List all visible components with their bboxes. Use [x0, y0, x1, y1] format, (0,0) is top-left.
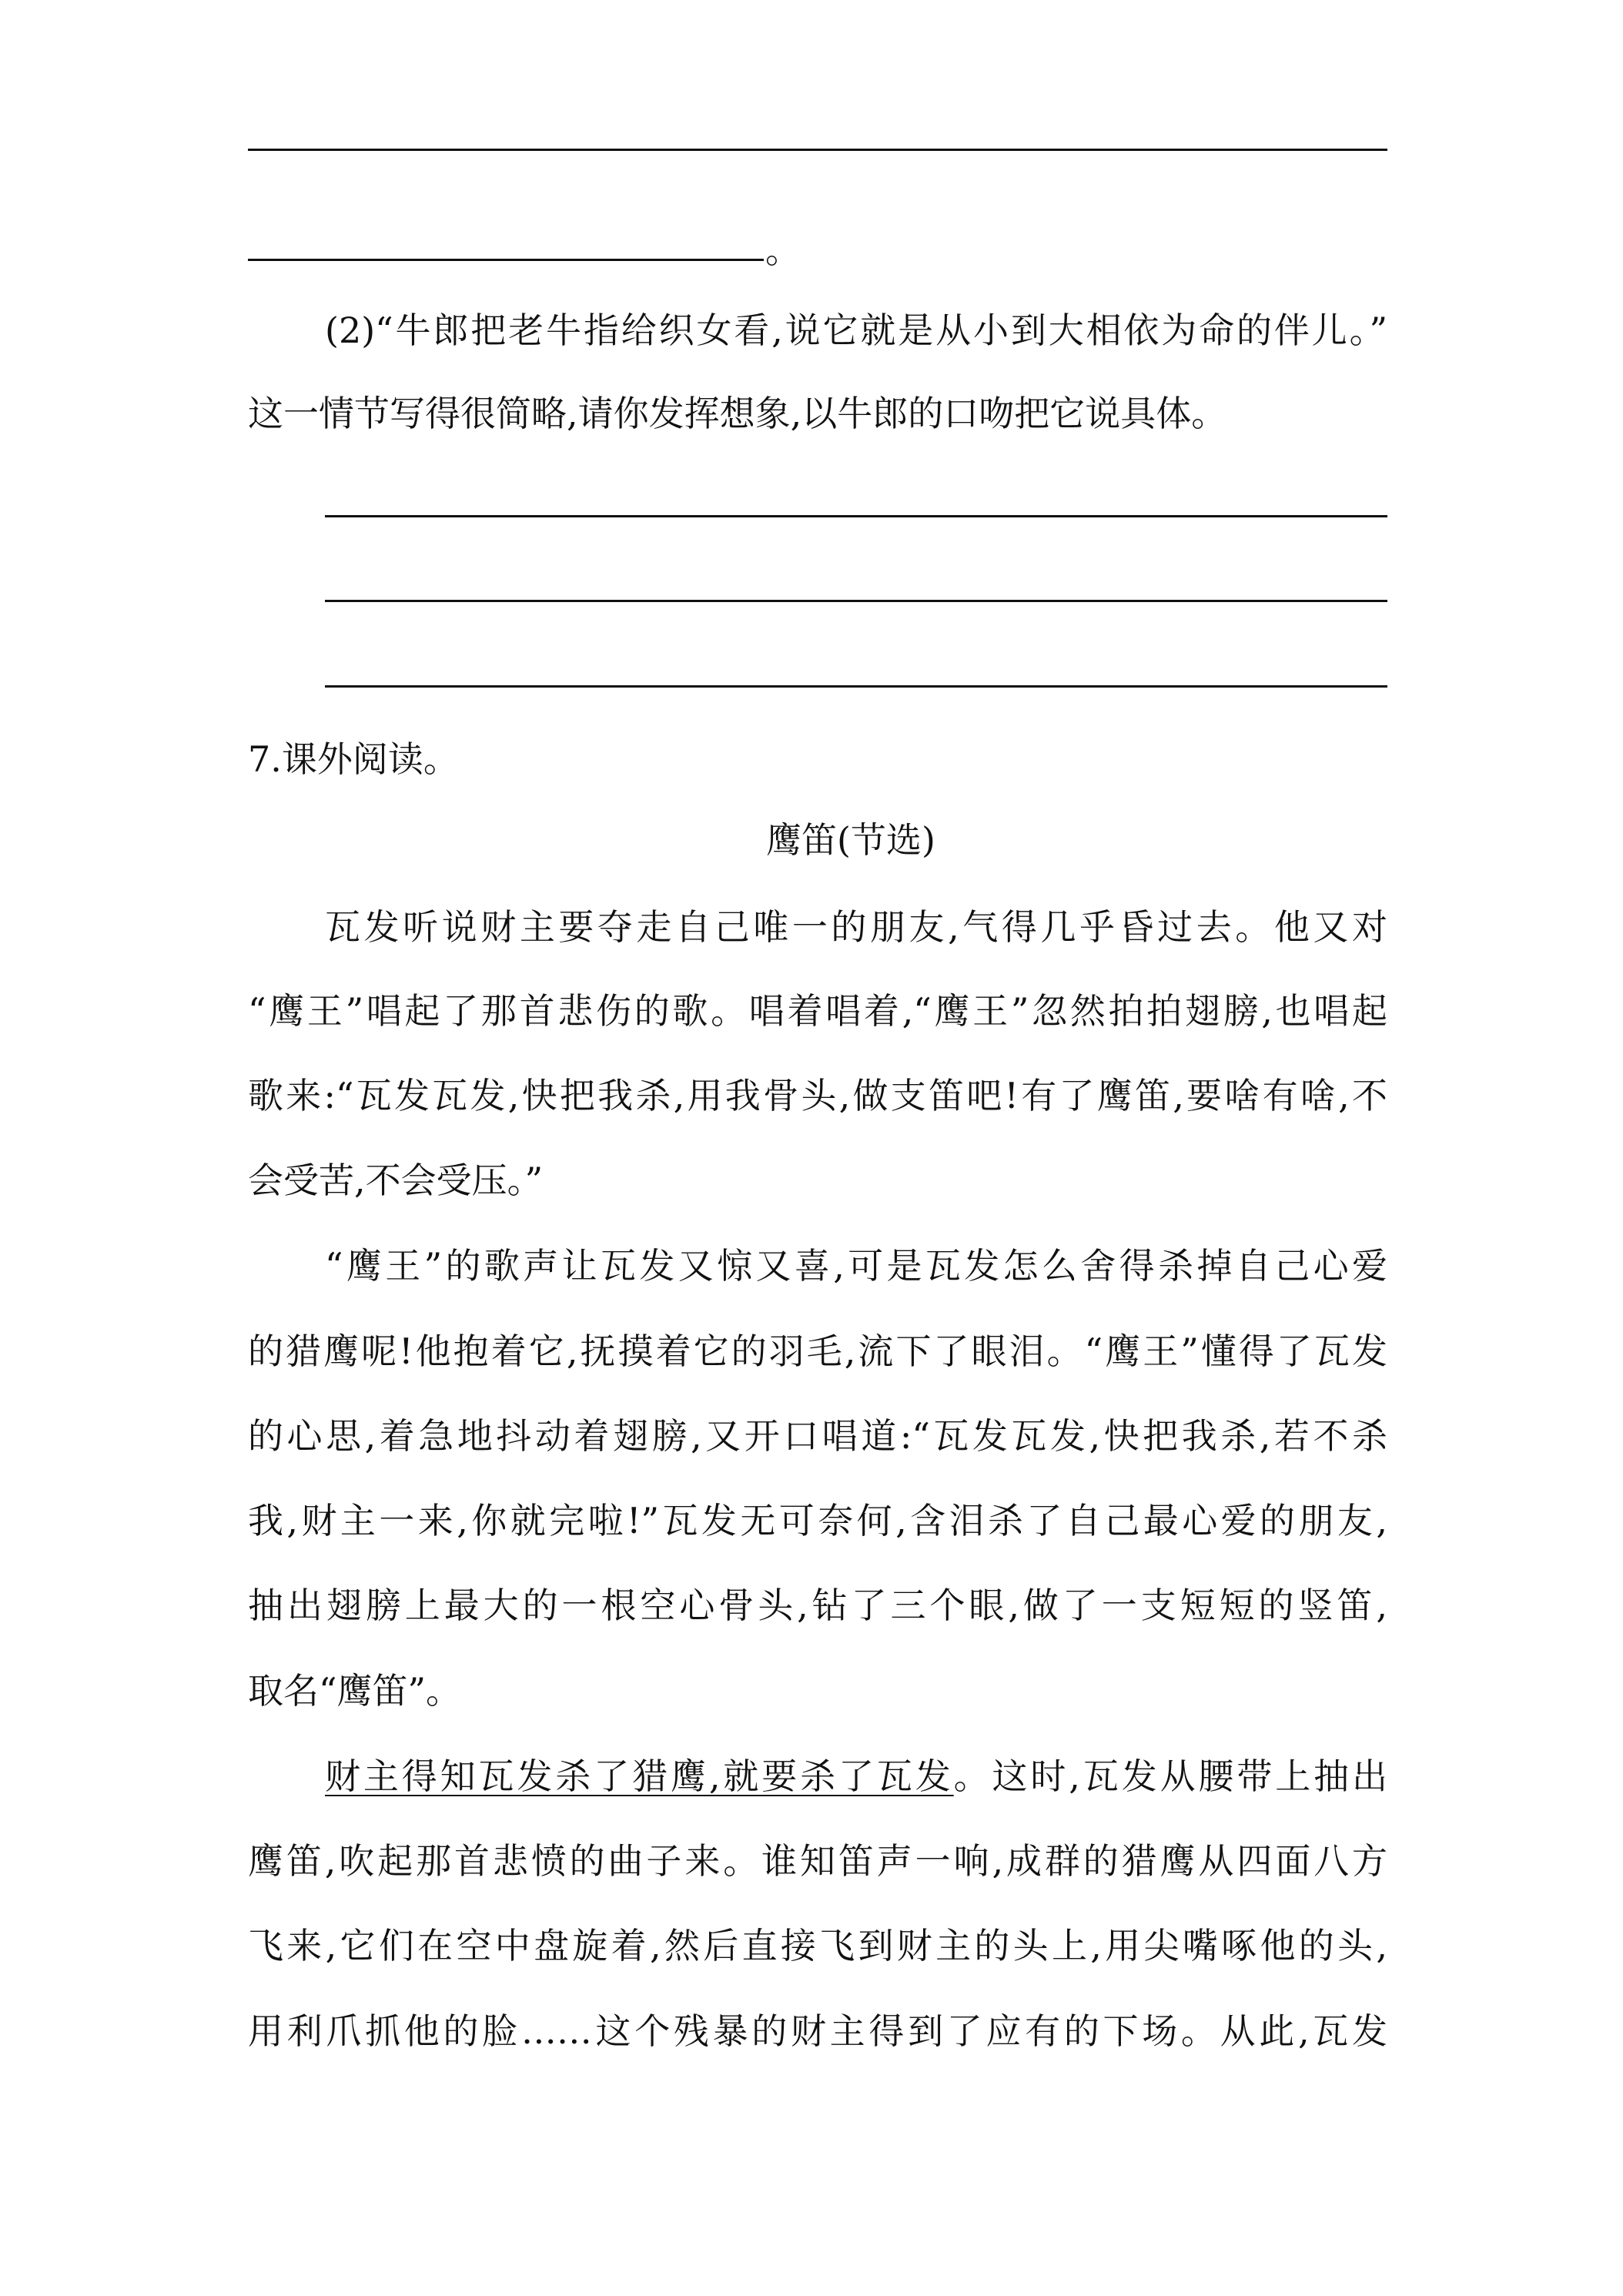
passage-line: 鹰笛,吹起那首悲愤的曲子来。谁知笛声一响,成群的猎鹰从四面八方 — [248, 1840, 1387, 1882]
passage-line: 的心思,着急地抖动着翅膀,又开口唱道:“瓦发瓦发,快把我杀,若不杀 — [248, 1415, 1387, 1457]
answer-line[interactable] — [325, 685, 1387, 688]
passage-line: “鹰王”的歌声让瓦发又惊又喜,可是瓦发怎么舍得杀掉自己心爱 — [325, 1245, 1387, 1287]
passage-title: 鹰笛(节选) — [766, 819, 935, 861]
answer-line[interactable] — [248, 259, 764, 261]
passage-line: “鹰王”唱起了那首悲伤的歌。唱着唱着,“鹰王”忽然拍拍翅膀,也唱起 — [248, 990, 1387, 1032]
answer-end-mark: 。 — [765, 229, 801, 271]
passage-line: 会受苦,不会受压。” — [248, 1160, 544, 1201]
passage-line: 抽出翅膀上最大的一根空心骨头,钻了三个眼,做了一支短短的竖笛, — [248, 1585, 1387, 1626]
question-6-2-line-2: 这一情节写得很简略,请你发挥想象,以牛郎的口吻把它说具体。 — [248, 393, 1227, 434]
passage-line-with-underline — [325, 1753, 1387, 1799]
question-7-heading: 7.课外阅读。 — [248, 738, 459, 780]
passage-line: 歌来:“瓦发瓦发,快把我杀,用我骨头,做支笛吧!有了鹰笛,要啥有啥,不 — [248, 1075, 1387, 1116]
answer-line[interactable] — [325, 600, 1387, 602]
passage-line: 的猎鹰呢!他抱着它,抚摸着它的羽毛,流下了眼泪。“鹰王”懂得了瓦发 — [248, 1330, 1387, 1372]
passage-line: 飞来,它们在空中盘旋着,然后直接飞到财主的头上,用尖嘴啄他的头, — [248, 1925, 1387, 1966]
answer-line[interactable] — [248, 149, 1387, 151]
question-6-2-line-1: (2)“牛郎把老牛指给织女看,说它就是从小到大相依为命的伴儿。” — [325, 310, 1387, 351]
passage-text: 。这时,瓦发从腰带上抽出 — [953, 1755, 1388, 1797]
answer-line[interactable] — [325, 515, 1387, 517]
passage-line: 瓦发听说财主要夺走自己唯一的朋友,气得几乎昏过去。他又对 — [325, 906, 1387, 948]
passage-line: 取名“鹰笛”。 — [248, 1670, 462, 1712]
passage-line: 我,财主一来,你就完啦!”瓦发无可奈何,含泪杀了自己最心爱的朋友, — [248, 1500, 1387, 1541]
passage-line: 用利爪抓他的脸……这个残暴的财主得到了应有的下场。从此,瓦发 — [248, 2010, 1387, 2052]
underlined-sentence: 财主得知瓦发杀了猎鹰,就要杀了瓦发 — [325, 1755, 954, 1797]
